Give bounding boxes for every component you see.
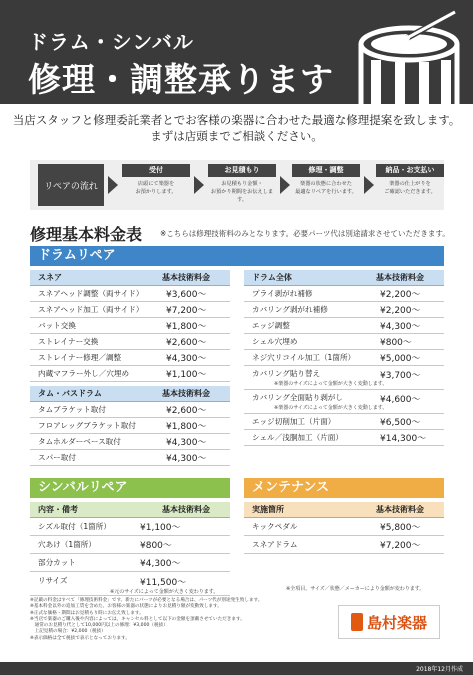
cymbal-note: ※元のサイズによって金額が大きく変わります。: [110, 589, 219, 595]
table-header: [244, 502, 444, 518]
price-table-note: ※こちらは修理技術料のみとなります。必要パーツ代は別途請求させていただきます。: [160, 229, 450, 238]
header-name: 内容・備考: [38, 505, 78, 514]
item-name: エッジ切削加工（片面）: [252, 417, 336, 426]
table-row: [30, 554, 230, 572]
item-name: リサイズ: [38, 576, 68, 585]
item-name: カバリング剥がれ補修: [252, 305, 328, 314]
cymbal-table: [30, 502, 230, 596]
header-banner: [0, 0, 473, 104]
item-name: ストレイナー交換: [38, 337, 99, 346]
snare-table: [30, 270, 230, 382]
flow-step-desc: お預かり期間をお伝えします。: [210, 189, 274, 203]
footer-note-line: ※記載の料金はすべて「修理技術料金」です。新たにパーツが必要となる場合は、パーツ代が別途発生致します。: [30, 598, 263, 603]
table-row: [244, 518, 444, 536]
footer-bar: [0, 662, 473, 675]
table-row: [244, 334, 444, 350]
footer-note-line: ※表示価格は全て税抜で表示となっております。: [30, 635, 130, 641]
footer-note-line: ※正式な価格・期間はお見積もり時にお伝え致します。: [30, 610, 144, 616]
flow-step-title: お見積もり: [208, 164, 276, 177]
header-name: ドラム全体: [252, 273, 292, 282]
flow-step-reception: [122, 164, 190, 206]
table-row: [30, 350, 230, 366]
header-subtitle: ドラム・シンバル: [28, 30, 194, 54]
maintenance-note: ※全項目、サイズ／状態／メーカーにより金額が変わります。: [286, 586, 425, 592]
table-header: [30, 386, 230, 402]
item-price: ¥1,800～: [166, 422, 207, 432]
table-row: [30, 366, 230, 382]
item-price: ¥1,100～: [166, 370, 207, 380]
flow-step-delivery: [376, 164, 444, 206]
maintenance-band: メンテナンス: [244, 478, 444, 498]
flow-step-estimate: [208, 164, 276, 206]
item-price: ¥800～: [380, 338, 412, 348]
header-price: 基本技術料金: [162, 389, 210, 398]
header-name: タム・バスドラム: [38, 389, 102, 398]
table-row: [30, 518, 230, 536]
item-price: ¥3,700～: [380, 371, 421, 381]
flow-step-desc: お見積もり金額・: [221, 181, 263, 187]
item-name: タムブラケット取付: [38, 405, 106, 414]
drum-icon: [347, 8, 467, 104]
created-date: 2018年12月作成: [416, 666, 463, 673]
flow-arrow-icon: [364, 176, 374, 194]
drum-repair-band: ドラムリペア: [30, 246, 444, 266]
item-note: ※楽器のサイズによって金額が大きく変動します。: [274, 381, 388, 387]
item-price: ¥6,500～: [380, 418, 421, 428]
item-name: シェル穴埋め: [252, 337, 298, 346]
header-name: 実施箇所: [252, 505, 284, 514]
footer-note-line: ※当店で楽器のご購入後や内容によっては、キャンセル料として以下の金額を頂戴させていただきます。: [30, 616, 245, 622]
flow-step-desc: ご確認いただきます。: [384, 189, 436, 195]
header-price: 基本技術料金: [162, 505, 210, 514]
item-name: ネジ穴リコイル加工（1箇所）: [252, 353, 356, 362]
item-name: シズル取付（1箇所）: [38, 522, 111, 531]
item-name: スネアドラム: [252, 540, 298, 549]
item-price: ¥5,800～: [380, 523, 421, 533]
flow-title: リペアの流れ: [38, 164, 104, 206]
table-row: [30, 536, 230, 554]
table-row: [244, 302, 444, 318]
item-price: ¥2,200～: [380, 306, 421, 316]
item-name: プライ剥がれ補修: [252, 289, 313, 298]
item-name: シェル／浅胴加工（片面）: [252, 433, 343, 442]
item-name: バット交換: [38, 321, 76, 330]
table-row: [244, 318, 444, 334]
flow-step-desc: 店頭にて楽器を: [137, 181, 175, 187]
item-name: ストレイナー修理／調整: [38, 353, 122, 362]
item-name: フロアレッグブラケット取付: [38, 421, 136, 430]
table-row: [30, 318, 230, 334]
item-name: タムホルダーベース取付: [38, 437, 121, 446]
item-name: エッジ調整: [252, 321, 290, 330]
intro-line-2: まずは店頭までご相談ください。: [150, 129, 323, 143]
item-price: ¥4,300～: [166, 354, 207, 364]
footer-notes: [30, 598, 330, 642]
table-header: [30, 502, 230, 518]
item-name: スネアヘッド加工（両サイド）: [38, 305, 144, 314]
item-price: ¥5,000～: [380, 354, 421, 364]
flow-step-title: 納品・お支払い: [376, 164, 444, 177]
table-row: [244, 414, 444, 430]
item-price: ¥7,200～: [166, 306, 207, 316]
table-row: [30, 402, 230, 418]
item-price: ¥11,500～: [140, 578, 187, 588]
table-row: [30, 334, 230, 350]
flow-step-desc: お預かりします。: [135, 189, 177, 195]
table-row: [30, 418, 230, 434]
item-price: ¥4,300～: [140, 559, 181, 569]
item-name: スパー取付: [38, 453, 76, 462]
table-header: [244, 270, 444, 286]
item-price: ¥3,600～: [166, 290, 207, 300]
item-price: ¥4,300～: [380, 322, 421, 332]
item-price: ¥2,600～: [166, 406, 207, 416]
footer-note-line: ※基本料金以外の追加工賃を含めた、お客様の楽器の状態によりお見積り額が変動致します。: [30, 604, 222, 610]
table-row: [244, 430, 444, 446]
tom-table: [30, 386, 230, 466]
table-row: [244, 366, 444, 390]
maintenance-table: [244, 502, 444, 554]
item-price: ¥2,200～: [380, 290, 421, 300]
item-price: ¥1,800～: [166, 322, 207, 332]
table-row: [30, 286, 230, 302]
item-price: ¥14,300～: [380, 434, 427, 444]
table-row: [30, 302, 230, 318]
flow-step-title: 修理・調整: [292, 164, 360, 177]
flow-arrow-icon: [108, 176, 118, 194]
header-price: 基本技術料金: [376, 505, 424, 514]
item-price: ¥7,200～: [380, 541, 421, 551]
flow-step-repair: [292, 164, 360, 206]
header-name: スネア: [38, 273, 62, 282]
intro-line-1: 当店スタッフと修理委託業者とでお客様の楽器に合わせた最適な修理提案を致します。: [12, 113, 461, 127]
header-title: 修理・調整承ります: [28, 60, 334, 99]
footer-note-line: 上記見積の場合：¥2,000（税抜）: [30, 629, 106, 635]
logo-text: 島村楽器: [366, 613, 427, 632]
header-price: 基本技術料金: [376, 273, 424, 282]
item-name: スネアヘッド調整（両サイド）: [38, 289, 144, 298]
item-name: 穴あけ（1箇所）: [38, 540, 96, 549]
table-row: [244, 536, 444, 554]
table-header: [30, 270, 230, 286]
table-row: [244, 286, 444, 302]
flow-arrow-icon: [194, 176, 204, 194]
footer-note-line: 通常のお見積り代として10,000円以上の修理：¥3,000（税抜）: [30, 623, 168, 629]
drum-all-table: [244, 270, 444, 446]
table-row: [30, 450, 230, 466]
price-table-title: 修理基本料金表: [30, 225, 143, 244]
item-name: 内蔵マフラー外し／穴埋め: [38, 369, 130, 378]
intro-text: [0, 112, 473, 144]
item-name: キックペダル: [252, 522, 298, 531]
table-row: [30, 572, 230, 596]
table-row: [244, 350, 444, 366]
item-name: カバリング貼り替え: [252, 369, 321, 378]
item-price: ¥4,300～: [166, 438, 207, 448]
item-price: ¥800～: [140, 541, 172, 551]
flow-step-desc: 最適なリペアを行います。: [295, 189, 357, 195]
table-row: [244, 390, 444, 414]
flow-step-desc: 楽器の仕上がりを: [389, 181, 431, 187]
flow-arrow-icon: [280, 176, 290, 194]
table-row: [30, 434, 230, 450]
item-name: カバリング全面貼り剥がし: [252, 393, 343, 402]
flow-step-title: 受付: [122, 164, 190, 177]
cymbal-repair-band: シンバルリペア: [30, 478, 230, 498]
shimamura-logo: [338, 605, 440, 639]
flow-step-desc: 楽器の状態に合わせた: [300, 181, 352, 187]
item-name: 部分カット: [38, 558, 76, 567]
item-price: ¥4,300～: [166, 454, 207, 464]
item-price: ¥1,100～: [140, 523, 181, 533]
repair-flow: [30, 160, 444, 210]
logo-mark-icon: [351, 613, 363, 631]
item-price: ¥2,600～: [166, 338, 207, 348]
item-price: ¥4,600～: [380, 395, 421, 405]
header-price: 基本技術料金: [162, 273, 210, 282]
item-note: ※楽器のサイズによって金額が大きく変動します。: [274, 405, 388, 411]
